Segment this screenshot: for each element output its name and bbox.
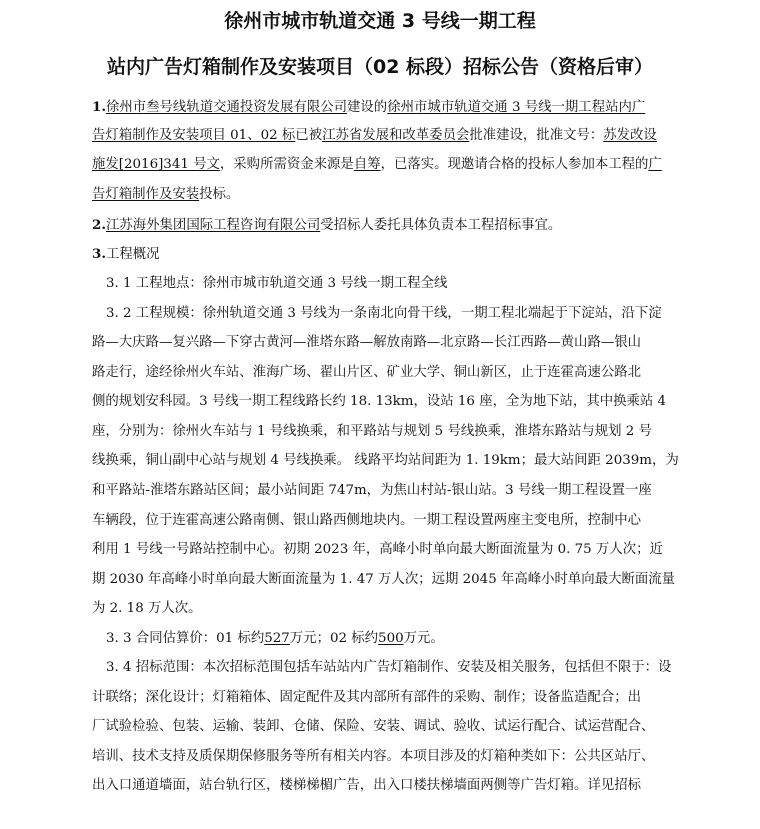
scale-line: 侧的规划安科园。3 号线一期工程线路长约 18. 13km，设站 16 座，全为地下站，其中换乘站 4 (92, 394, 667, 409)
scale-line: 利用 1 号线一号路站控制中心。初期 2023 年，高峰小时单向最大断面流量为 0. 75 万人次；近 (92, 542, 663, 557)
sec3-number: 3. (92, 246, 106, 262)
scale-line: 车辆段，位于连霍高速公路南侧、银山路西侧地块内。一期工程设置两座主变电所，控制中心 (92, 513, 642, 528)
project-name: 徐州市城市轨道交通 3 号线一期工程站内广 (387, 100, 646, 115)
estimated-price-line: 3. 3 合同估算价：01 标约527万元；02 标约500万元。 (106, 631, 444, 646)
project-scope-name: 告灯箱制作及安装 (92, 187, 200, 202)
scale-line: 3. 2 工程规模：徐州轨道交通 3 号线为一条南北向骨干线，一期工程北端起于下淀站，沿下淀 (106, 306, 662, 321)
scale-line: 座，分别为：徐州火车站与 1 号线换乘，和平路站与规划 5 号线换乘，淮塔东路站与规划 2 号 (92, 424, 652, 439)
owner-name: 徐州市叁号线轨道交通投资发展有限公司 (105, 100, 348, 115)
scope-line: 3. 4 招标范围：本次招标范围包括车站站内广告灯箱制作、安装及相关服务，包括但不限于：设 (106, 660, 672, 675)
lot2-price: 500 (378, 631, 404, 646)
agent-name: 江苏海外集团国际工程咨询有限公司 (105, 218, 321, 233)
scale-line: 和平路站-淮塔东路站区间；最小站间距 747m，为焦山村站-银山站。3 号线一期工程设置一座 (92, 483, 652, 498)
page-subtitle: 站内广告灯箱制作及安装项目（02 标段）招标公告（资格后审） (106, 56, 654, 78)
approval-doc-number: 苏发改设 (603, 128, 657, 143)
sec1-line-4: 告灯箱制作及安装投标。 (92, 187, 240, 202)
approval-doc-number-cont: 施发[2016]341 号文 (92, 157, 220, 172)
scale-line: 路走行，途经徐州火车站、淮海广场、翟山片区、矿业大学、铜山新区，止于连霍高速公路北 (92, 365, 642, 380)
page-title: 徐州市城市轨道交通 3 号线一期工程 (224, 10, 536, 32)
sec2-number: 2. (92, 217, 106, 233)
sec2-line: 2.江苏海外集团国际工程咨询有限公司受招标人委托具体负责本工程招标事宜。 (92, 217, 562, 233)
project-name-cont: 告灯箱制作及安装项目 01、02 标 (92, 128, 296, 143)
scope-line: 出入口通道墙面，站台轨行区，楼梯梯楣广告，出入口楼扶梯墙面两侧等广告灯箱。详见招标 (92, 778, 642, 793)
scale-line: 线换乘，铜山副中心站与规划 4 号线换乘。 线路平均站间距为 1. 19km；最大站间距 2039m，为 (92, 453, 679, 468)
fund-source: 自筹 (353, 157, 381, 172)
lot1-price: 527 (264, 631, 290, 646)
sec1-number: 1. (92, 99, 106, 115)
scope-line: 培训、技术支持及质保期保修服务等所有相关内容。本项目涉及的灯箱种类如下：公共区站厅、 (92, 749, 655, 764)
scale-line: 路—大庆路—复兴路—下穿古黄河—淮塔东路—解放南路—北京路—长江西路—黄山路—银山 (92, 335, 642, 350)
sec1-line-1: 1.徐州市叁号线轨道交通投资发展有限公司建设的徐州市城市轨道交通 3 号线一期工程站内广 (92, 99, 646, 115)
scale-line: 为 2. 18 万人次。 (92, 601, 202, 616)
scope-line: 厂试验检验、包装、运输、装卸、仓储、保险、安装、调试、验收、试运行配合、试运营配合、 (92, 719, 655, 734)
approver-name: 江苏省发展和改革委员会 (322, 128, 470, 143)
scope-line: 计联络；深化设计；灯箱箱体、固定配件及其内部所有部件的采购、制作；设备监造配合；出 (92, 690, 642, 705)
sec1-line-3: 施发[2016]341 号文，采购所需资金来源是自筹，已落实。现邀请合格的投标人参加本工程的广 (92, 157, 662, 172)
scale-line: 期 2030 年高峰小时单向最大断面流量为 1. 47 万人次；远期 2045 年高峰小时单向最大断面流量 (92, 572, 676, 587)
sec1-line-2: 告灯箱制作及安装项目 01、02 标已被江苏省发展和改革委员会批准建设，批准文号：苏发改设 (92, 128, 657, 143)
sec3-heading: 3.工程概况 (92, 246, 160, 262)
location-line: 3. 1 工程地点：徐州市城市轨道交通 3 号线一期工程全线 (106, 276, 448, 291)
